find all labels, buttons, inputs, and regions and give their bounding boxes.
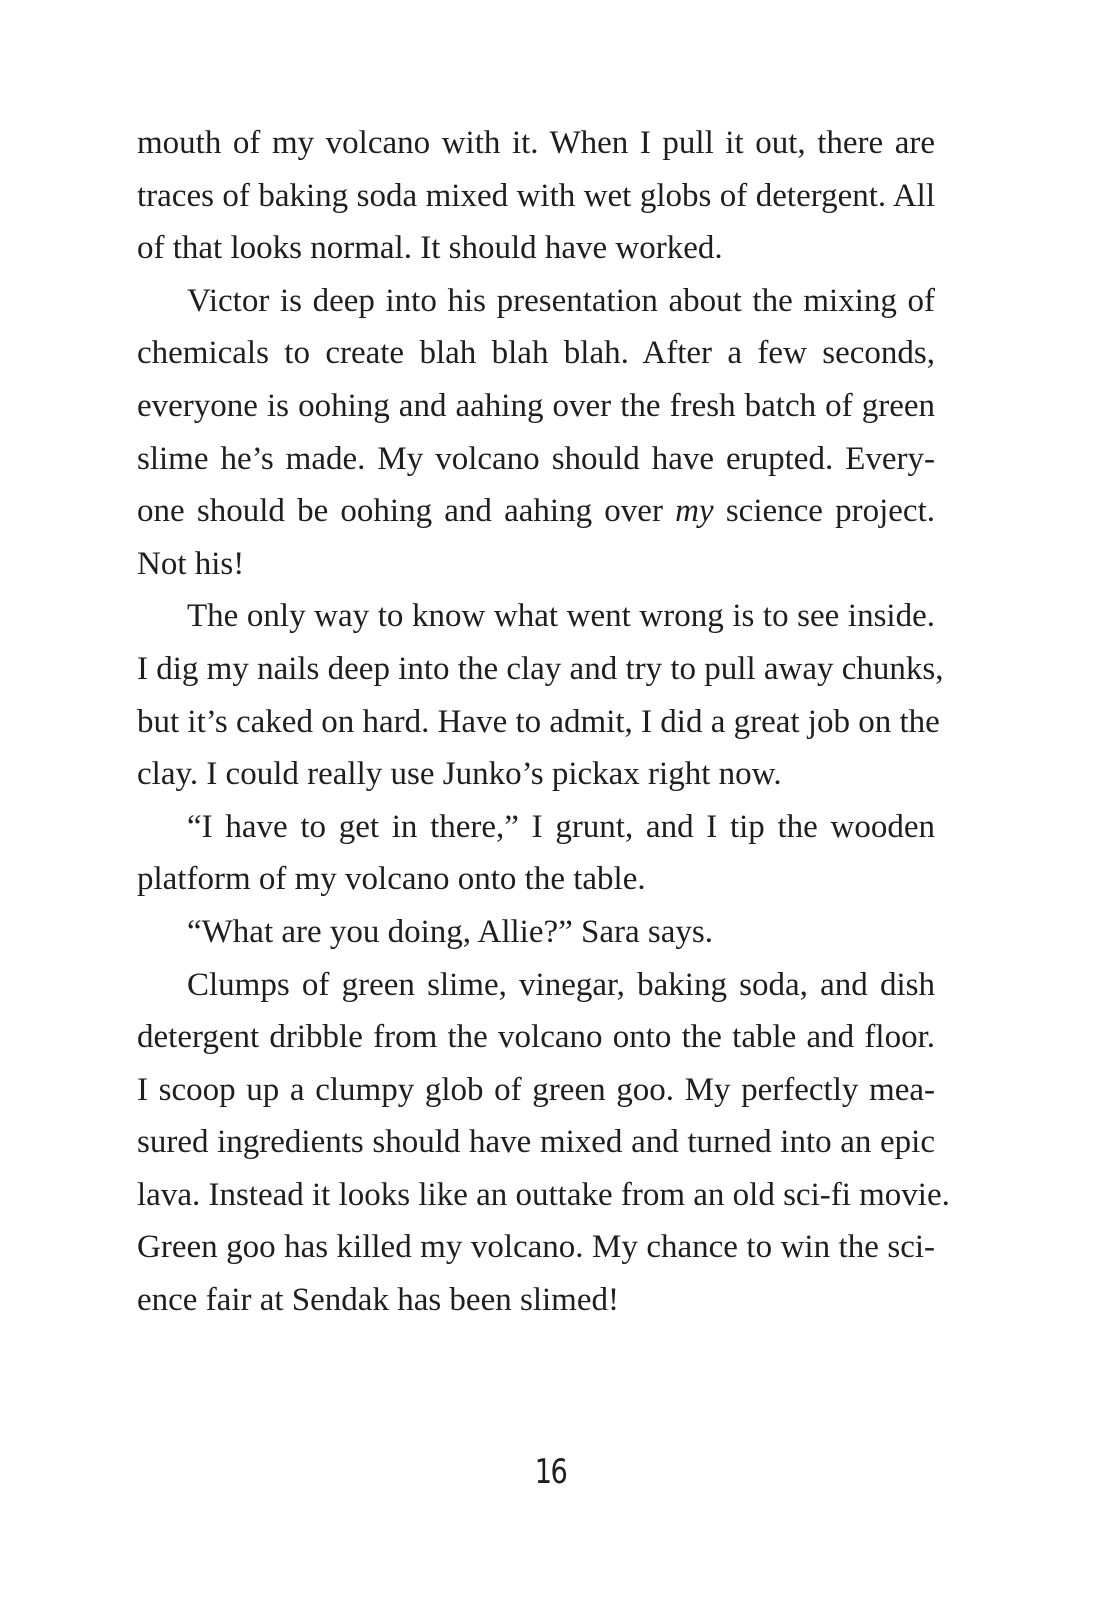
- text-line: traces of baking soda mixed with wet globs of detergent. All: [137, 177, 935, 214]
- text-line: but it’s caked on hard. Have to admit, I did a great job on the: [137, 703, 940, 740]
- text-line: “What are you doing, Allie?” Sara says.: [187, 913, 713, 950]
- paragraph-6: [137, 959, 950, 1327]
- text-line: I dig my nails deep into the clay and try to pull away chunks,: [137, 650, 944, 687]
- text-line: Clumps of green slime, vinegar, baking soda, and dish: [187, 966, 935, 1003]
- text-line: Green goo has killed my volcano. My chance to win the sci-: [137, 1229, 935, 1266]
- text-line: The only way to know what went wrong is to see inside.: [187, 598, 935, 635]
- text-line: mouth of my volcano with it. When I pull it out, there are: [137, 125, 935, 161]
- text-line: Not his!: [137, 545, 245, 582]
- page-number: 16: [534, 1452, 567, 1492]
- text-line: I scoop up a clumpy glob of green goo. My perfectly mea-: [137, 1071, 935, 1108]
- paragraph-2: [137, 275, 935, 591]
- text-fragment: one should be oohing and aahing over: [137, 493, 676, 530]
- paragraph-1: [137, 117, 935, 275]
- text-line: “I have to get in there,” I grunt, and I tip the wooden: [187, 808, 935, 845]
- text-line: everyone is oohing and aahing over the fresh batch of green: [137, 387, 935, 424]
- text-line: slime he’s made. My volcano should have erupted. Every-: [137, 440, 935, 477]
- text-line: lava. Instead it looks like an outtake from an old sci-fi movie.: [137, 1176, 950, 1213]
- text-line: [137, 485, 935, 538]
- body-text: [137, 117, 950, 1327]
- text-line: Victor is deep into his presentation about the mixing of: [187, 282, 935, 319]
- paragraph-3: [137, 590, 944, 800]
- emphasized-word: my: [675, 493, 714, 530]
- text-fragment: science project.: [713, 493, 935, 530]
- text-line: chemicals to create blah blah blah. After a few seconds,: [137, 335, 935, 372]
- text-line: platform of my volcano onto the table.: [137, 861, 646, 898]
- text-line: detergent dribble from the volcano onto the table and floor.: [137, 1019, 935, 1056]
- text-line: of that looks normal. It should have worked.: [137, 230, 723, 267]
- text-line: sured ingredients should have mixed and turned into an epic: [137, 1124, 935, 1161]
- text-line: clay. I could really use Junko’s pickax right now.: [137, 756, 782, 793]
- paragraph-5: [137, 906, 935, 959]
- paragraph-4: [137, 801, 935, 906]
- text-line: ence fair at Sendak has been slimed!: [137, 1282, 619, 1319]
